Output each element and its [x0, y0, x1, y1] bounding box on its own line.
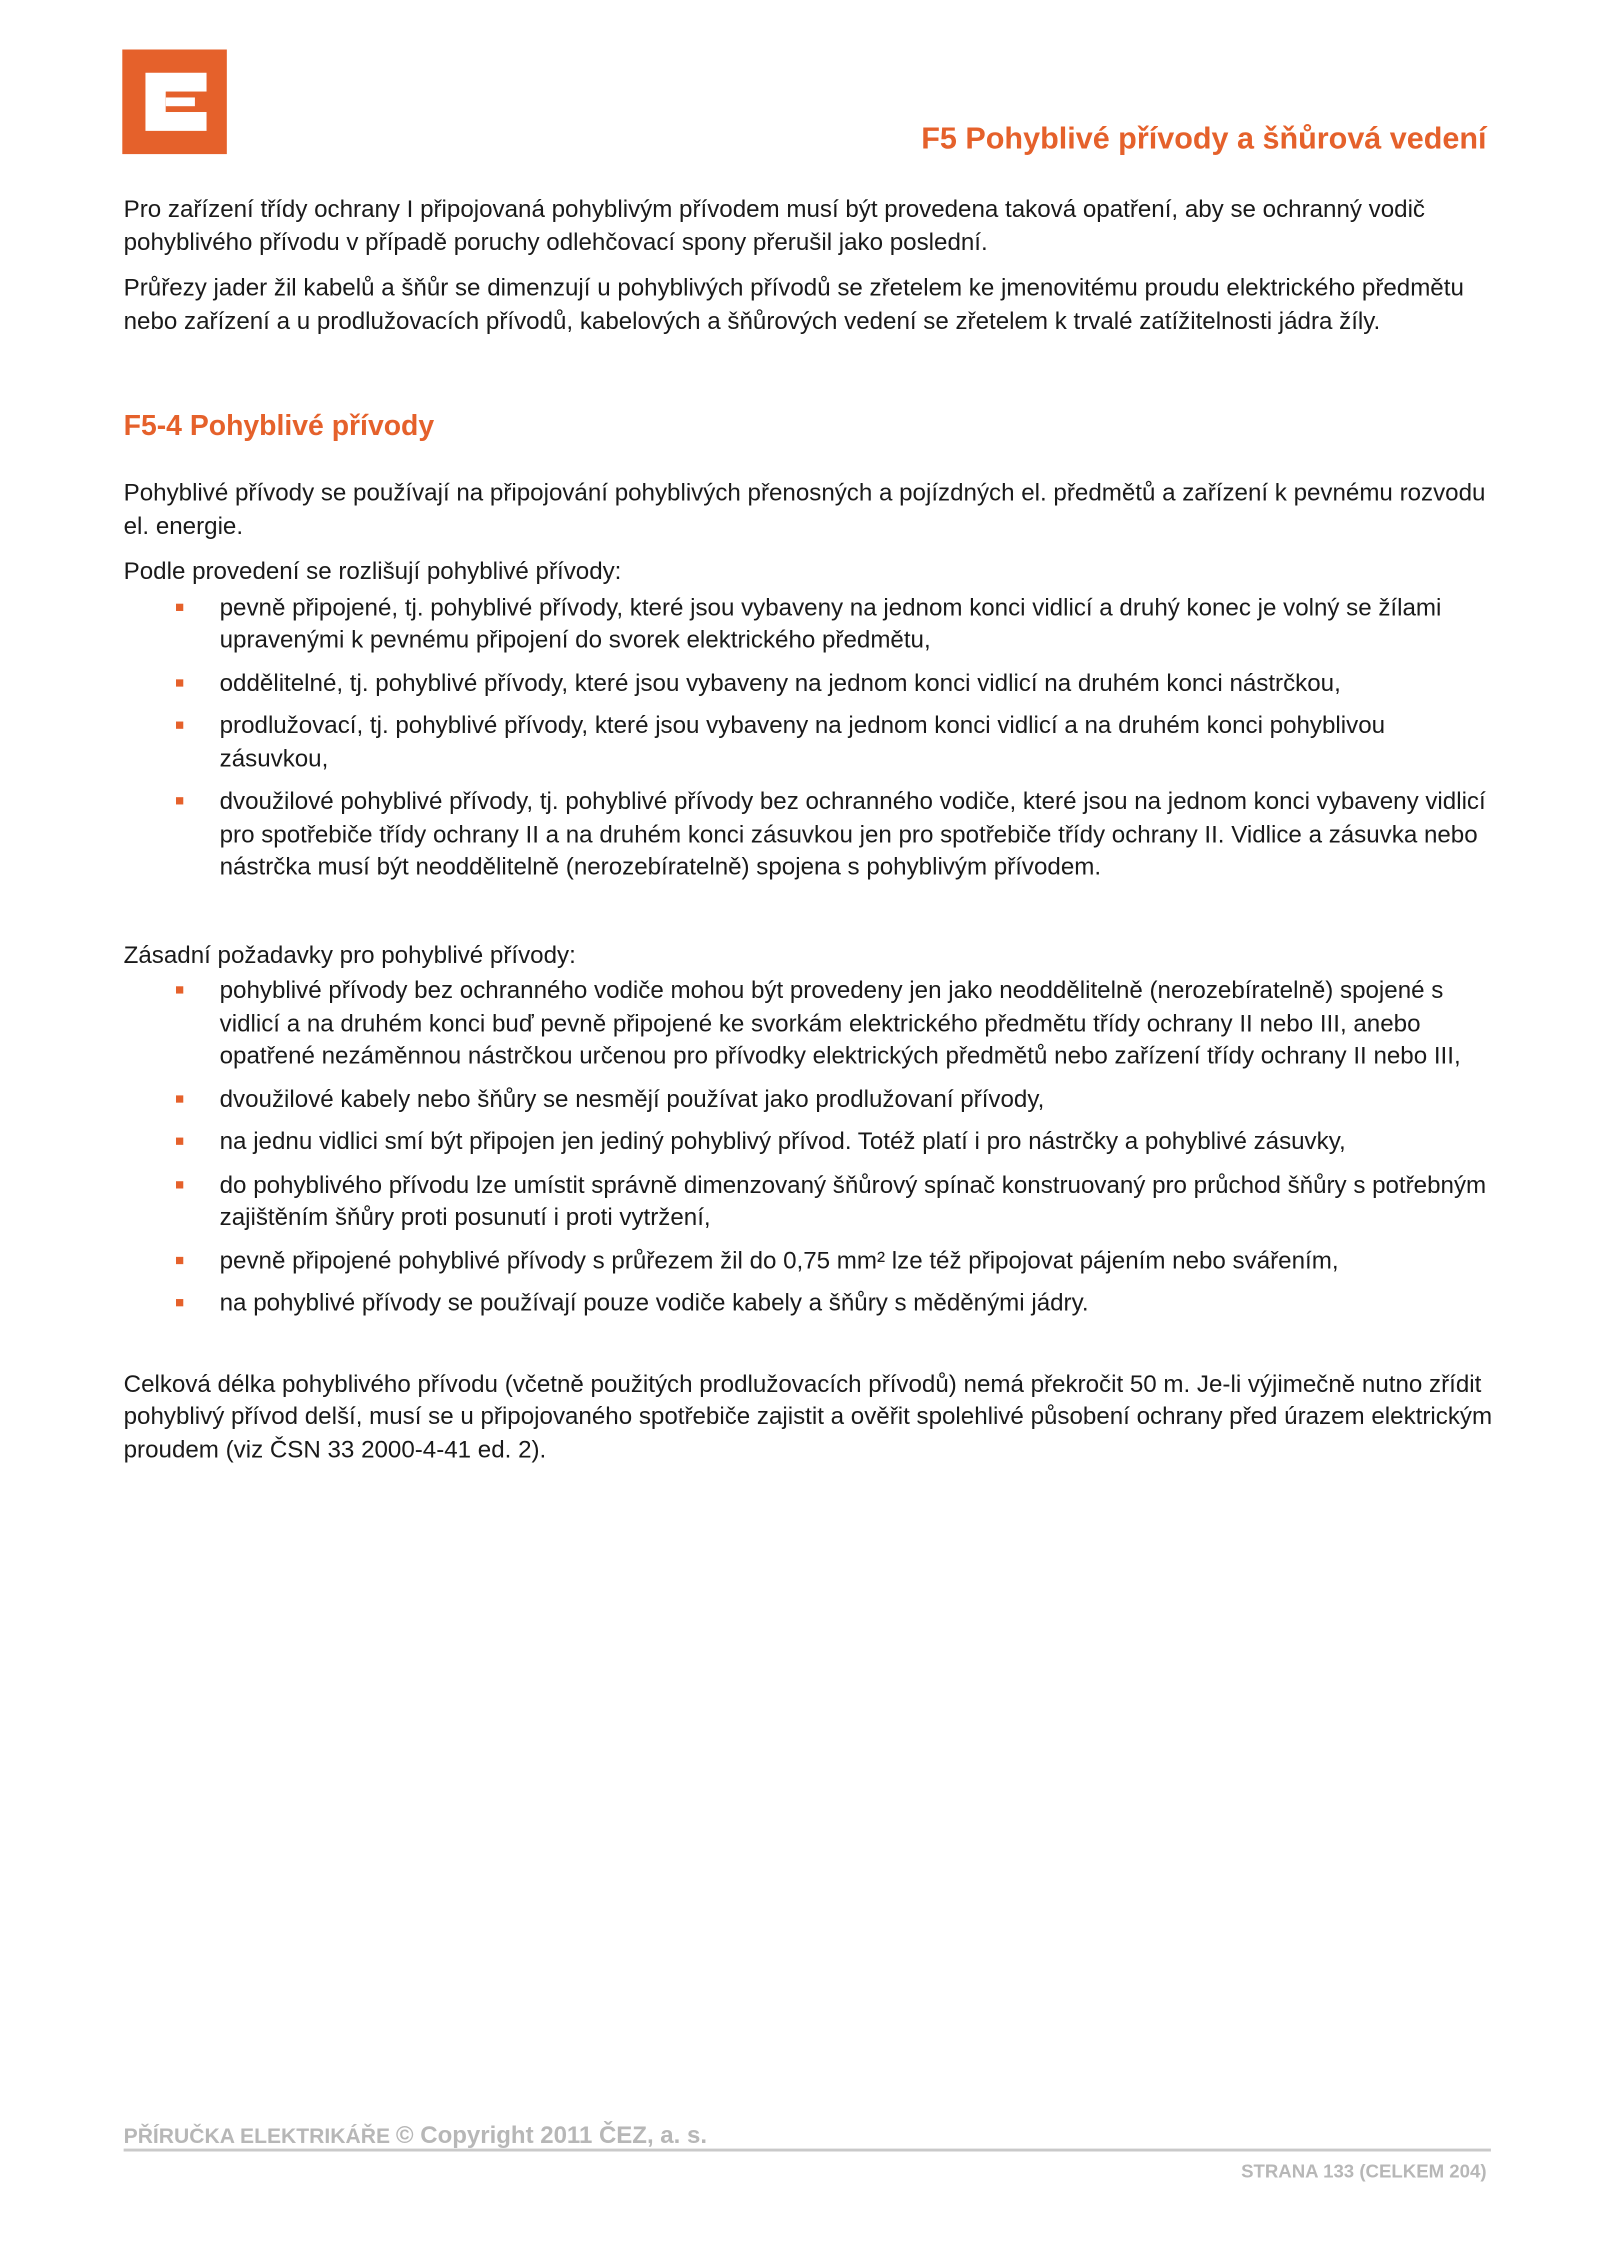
footer-divider [124, 2149, 1491, 2152]
intro-paragraph-1: Pro zařízení třídy ochrany I připojovaná pohyblivým přívodem musí být provedena taková opatření, aby se ochranný vodič pohyblivého přívodu v případě poruchy odlehčovací spony přerušil jako poslední. [123, 194, 1425, 256]
requirements-list [124, 975, 1494, 1320]
section-title: F5-4 Pohyblivé přívody [123, 410, 435, 443]
list-item: do pohyblivého přívodu lze umístit správně dimenzovaný šňůrový spínač konstruovaný pro průchod šňůry s potřebným zajištěním šňůry proti posunutí i proti vytržení, [124, 1169, 1494, 1234]
footer-copyright: © Copyright 2011 ČEZ, a. s. [395, 2122, 707, 2149]
list-item: pevně připojené pohyblivé přívody s průřezem žil do 0,75 mm² lze též připojovat pájením nebo svářením, [124, 1245, 1494, 1278]
list-item: pevně připojené, tj. pohyblivé přívody, které jsou vybaveny na jednom konci vidlicí a druhý konec je volný se žílami upravenými k pevnému připojení do svorek elektrického předmětu, [124, 591, 1494, 656]
list-item: oddělitelné, tj. pohyblivé přívody, které jsou vybaveny na jednom konci vidlicí na druhém konci nástrčkou, [124, 667, 1494, 700]
chapter-title: F5 Pohyblivé přívody a šňůrová vedení [921, 122, 1487, 156]
list-item: na pohyblivé přívody se používají pouze vodiče kabely a šňůry s měděnými jádry. [124, 1287, 1494, 1320]
list1-intro: Podle provedení se rozlišují pohyblivé přívody: [123, 557, 622, 585]
list-item: pohyblivé přívody bez ochranného vodiče mohou být provedeny jen jako neoddělitelně (nerozebíratelně) spojené s vidlicí a na druhém konci buď pevně připojené ke svorkám elektrického předmětu třídy ochrany II nebo III, anebo opatřené nezáměnnou nástrčkou určenou pro přívodky elektrických předmětů nebo zařízení třídy ochrany II nebo III, [124, 975, 1494, 1073]
page-number: STRANA 133 (CELKEM 204) [1241, 2160, 1487, 2183]
footer-book-title: PŘÍRUČKA ELEKTRIKÁŘE [123, 2125, 391, 2149]
footer-book-info [124, 2122, 707, 2150]
list-item: dvoužilové kabely nebo šňůry se nesmějí používat jako prodlužovaní přívody, [124, 1083, 1494, 1116]
types-list [124, 591, 1494, 883]
section-paragraph: Pohyblivé přívody se používají na připojování pohyblivých přenosných a pojízdných el. předmětů a zařízení k pevnému rozvodu el. energie. [123, 478, 1486, 539]
page-body [124, 193, 1494, 1466]
list-item: dvoužilové pohyblivé přívody, tj. pohyblivé přívody bez ochranného vodiče, které jsou na jednom konci vybaveny vidlicí pro spotřebiče třídy ochrany II a na druhém konci zásuvkou jen pro spotřebiče třídy ochrany II. Vidlice a zásuvka nebo nástrčka musí být neoddělitelně (nerozebíratelně) spojena s pohyblivým přívodem. [124, 786, 1494, 884]
cez-logo [122, 49, 227, 154]
list-item: prodlužovací, tj. pohyblivé přívody, které jsou vybaveny na jednom konci vidlicí a na druhém konci pohyblivou zásuvkou, [124, 710, 1494, 775]
list2-intro: Zásadní požadavky pro pohyblivé přívody: [123, 940, 576, 969]
list-item: na jednu vidlici smí být připojen jen jediný pohyblivý přívod. Totéž platí i pro nástrčky a pohyblivé zásuvky, [124, 1126, 1494, 1159]
intro-paragraph-2: Průřezy jader žil kabelů a šňůr se dimenzují u pohyblivých přívodů se zřetelem ke jmenovitému proudu elektrického předmětu nebo zařízení a u prodlužovacích přívodů, kabelových a šňůrových vedení se zřetelem k trvalé zatížitelnosti jádra žíly. [123, 273, 1464, 334]
closing-paragraph: Celková délka pohyblivého přívodu (včetně použitých prodlužovacích přívodů) nemá překročit 50 m. Je-li výjimečně nutno zřídit pohyblivý přívod delší, musí se u připojovaného spotřebiče zajistit a ověřit spolehlivé působení ochrany před úrazem elektrickým proudem (viz ČSN 33 2000-4-41 ed. 2). [123, 1369, 1493, 1463]
